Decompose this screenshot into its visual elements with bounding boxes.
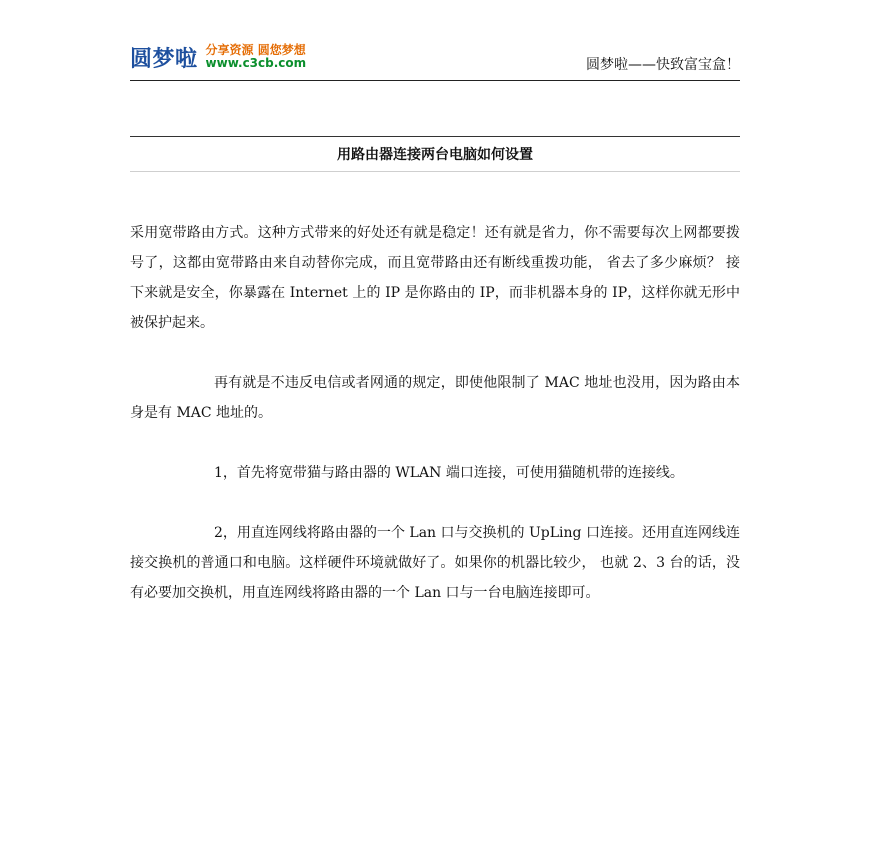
header-motto: 圆梦啦——快致富宝盒！ [586, 57, 740, 73]
article-body [130, 218, 740, 638]
page-header [130, 40, 740, 81]
title-block [130, 136, 740, 172]
logo-slogan: 分享资源 圆您梦想 [205, 43, 306, 58]
logo-tagline [206, 44, 307, 69]
paragraph-mac-address: 再有就是不违反电信或者网通的规定，即使他限制了 MAC 地址也没用，因为路由本身是有 MAC 地址的。 [130, 375, 740, 421]
page-title: 用路由器连接两台电脑如何设置 [337, 147, 533, 163]
paragraph-intro: 采用宽带路由方式。这种方式带来的好处还有就是稳定！还有就是省力，你不需要每次上网都要拨号了，这都由宽带路由来自动替你完成，而且宽带路由还有断线重拨功能， 省去了多少麻烦？ 接下来就是安全，你暴露在 Internet 上的 IP 是你路由的 IP，而非机器本身的 IP，这样你就无形中被保护起来。 [130, 225, 740, 331]
logo-url[interactable]: www.c3cb.com [205, 56, 307, 70]
site-logo[interactable] [130, 40, 306, 74]
paragraph-step-2: 2，用直连网线将路由器的一个 Lan 口与交换机的 UpLing 口连接。还用直连网线连接交换机的普通口和电脑。这样硬件环境就做好了。如果你的机器比较少， 也就 2、3 台的话，没有必要加交换机，用直连网线将路由器的一个 Lan 口与一台电脑连接即可。 [130, 525, 740, 601]
paragraph-step-1: 1，首先将宽带猫与路由器的 WLAN 端口连接，可使用猫随机带的连接线。 [214, 465, 684, 481]
logo-mark: 圆梦啦 [130, 46, 198, 72]
